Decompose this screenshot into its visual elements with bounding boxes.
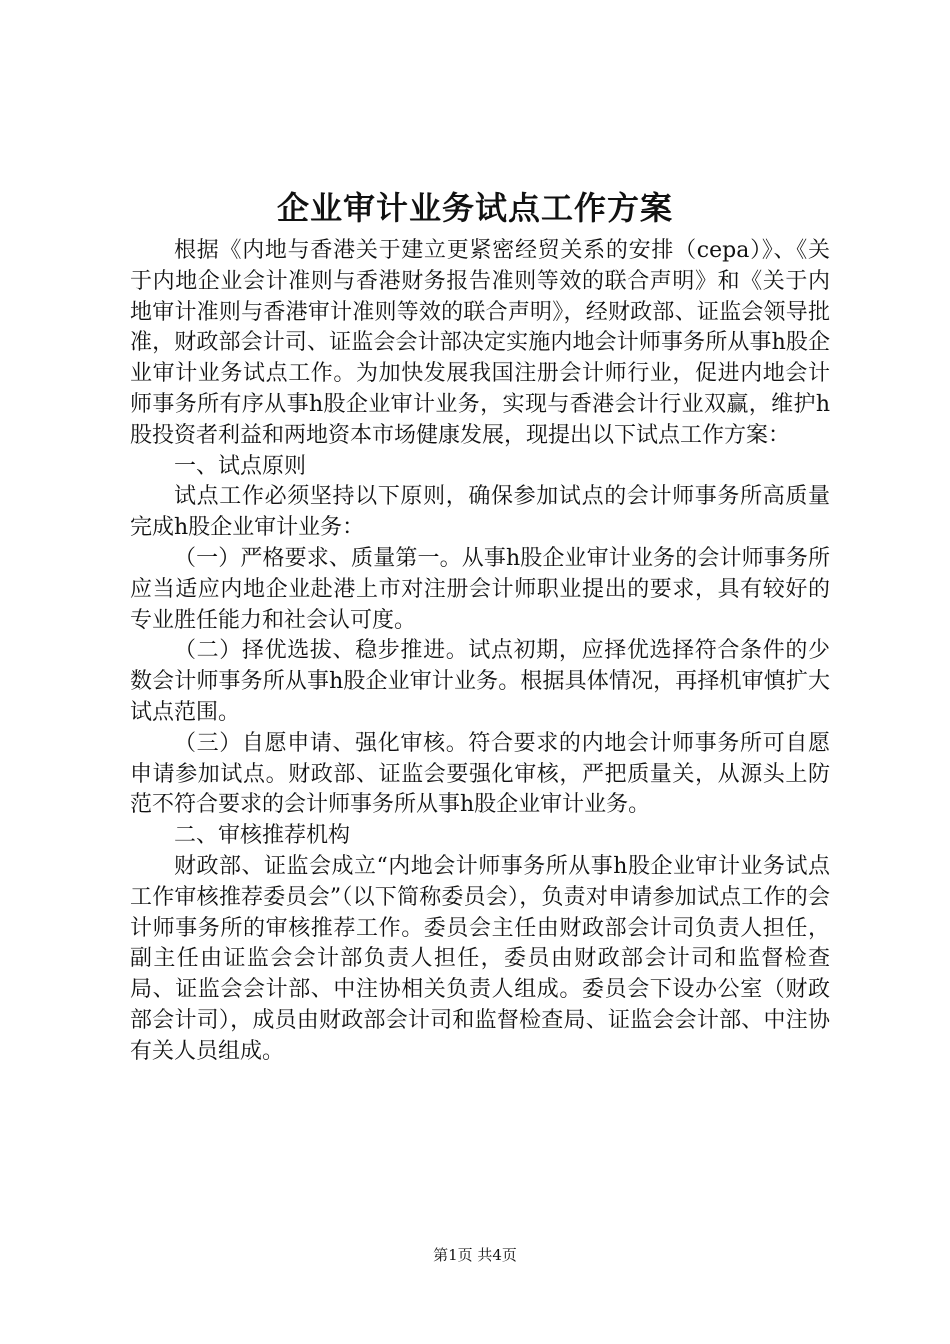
paragraph-principle-3: （三）自愿申请、强化审核。符合要求的内地会计师事务所可自愿申请参加试点。财政部、证监会要强化审核，严把质量关，从源头上防范不符合要求的会计师事务所从事h股企业审计业务。	[130, 730, 830, 818]
page-number-footer: 第1页 共4页	[433, 1246, 517, 1264]
document-body	[130, 236, 830, 1068]
paragraph-principle-1: （一）严格要求、质量第一。从事h股企业审计业务的会计师事务所应当适应内地企业赴港上市对注册会计师职业提出的要求，具有较好的专业胜任能力和社会认可度。	[130, 545, 830, 633]
paragraph-intro: 根据《内地与香港关于建立更紧密经贸关系的安排（cepa）》、《关于内地企业会计准则与香港财务报告准则等效的联合声明》和《关于内地审计准则与香港审计准则等效的联合声明》，经财政部、证监会领导批准，财政部会计司、证监会会计部决定实施内地会计师事务所从事h股企业审计业务试点工作。为加快发展我国注册会计师行业，促进内地会计师事务所有序从事h股企业审计业务，实现与香港会计行业双赢，维护h股投资者利益和两地资本市场健康发展，现提出以下试点工作方案：	[130, 238, 830, 448]
paragraph-principle-2: （二）择优选拔、稳步推进。试点初期，应择优选择符合条件的少数会计师事务所从事h股企业审计业务。根据具体情况，再择机审慎扩大试点范围。	[130, 638, 830, 725]
section-heading-principles: 一、试点原则	[174, 453, 307, 479]
section-heading-review-agency: 二、审核推荐机构	[174, 823, 351, 849]
paragraph-principles-intro: 试点工作必须坚持以下原则，确保参加试点的会计师事务所高质量完成h股企业审计业务：	[130, 484, 830, 541]
paragraph-review-agency: 财政部、证监会成立“内地会计师事务所从事h股企业审计业务试点工作审核推荐委员会”（以下简称委员会），负责对申请参加试点工作的会计师事务所的审核推荐工作。委员会主任由财政部会计司负责人担任，副主任由证监会会计部负责人担任，委员由财政部会计司和监督检查局、证监会会计部、中注协相关负责人组成。委员会下设办公室（财政部会计司），成员由财政部会计司和监督检查局、证监会会计部、中注协有关人员组成。	[130, 853, 830, 1064]
document-title: 企业审计业务试点工作方案	[276, 189, 673, 227]
